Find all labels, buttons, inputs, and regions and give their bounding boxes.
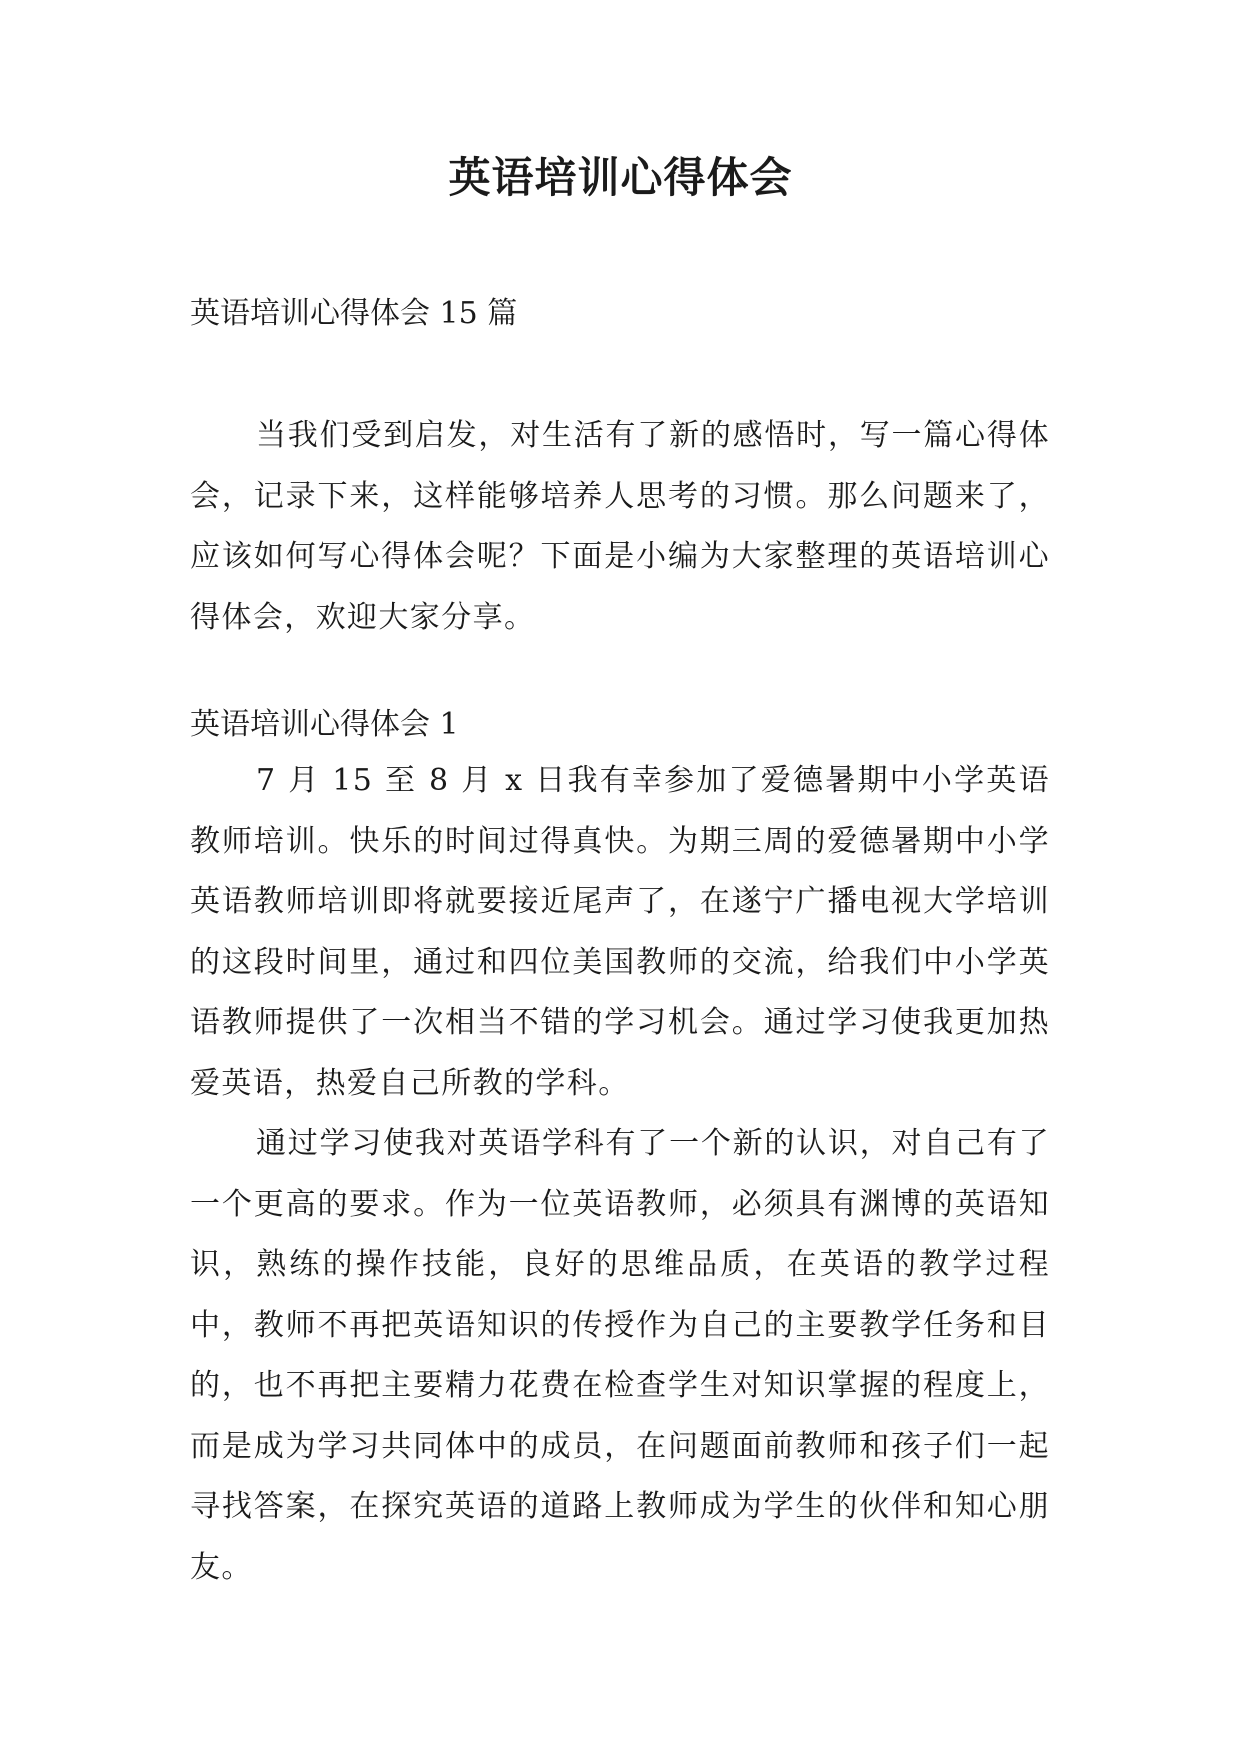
section-paragraph: 通过学习使我对英语学科有了一个新的认识，对自己有了一个更高的要求。作为一位英语教师，必须具有渊博的英语知识，熟练的操作技能，良好的思维品质，在英语的教学过程中，教师不再把英语知识的传授作为自己的主要教学任务和目的，也不再把主要精力花费在检查学生对知识掌握的程度上，而是成为学习共同体中的成员，在问题面前教师和孩子们一起寻找答案，在探究英语的道路上教师成为学生的伙伴和知心朋友。 bbox=[190, 1126, 1050, 1585]
section-paragraph: 7 月 15 至 8 月 x 日我有幸参加了爱德暑期中小学英语教师培训。快乐的时间过得真快。为期三周的爱德暑期中小学英语教师培训即将就要接近尾声了，在遂宁广播电视大学培训的这段时间里，通过和四位美国教师的交流，给我们中小学英语教师提供了一次相当不错的学习机会。通过学习使我更加热爱英语，热爱自己所教的学科。 bbox=[190, 763, 1050, 1101]
document-subtitle: 英语培训心得体会 15 篇 bbox=[190, 296, 518, 331]
section-heading: 英语培训心得体会 1 bbox=[190, 707, 459, 742]
intro-paragraph: 当我们受到启发，对生活有了新的感悟时，写一篇心得体会，记录下来，这样能够培养人思考的习惯。那么问题来了，应该如何写心得体会呢？下面是小编为大家整理的英语培训心得体会，欢迎大家分享。 bbox=[190, 418, 1050, 635]
document-title: 英语培训心得体会 bbox=[448, 153, 793, 202]
